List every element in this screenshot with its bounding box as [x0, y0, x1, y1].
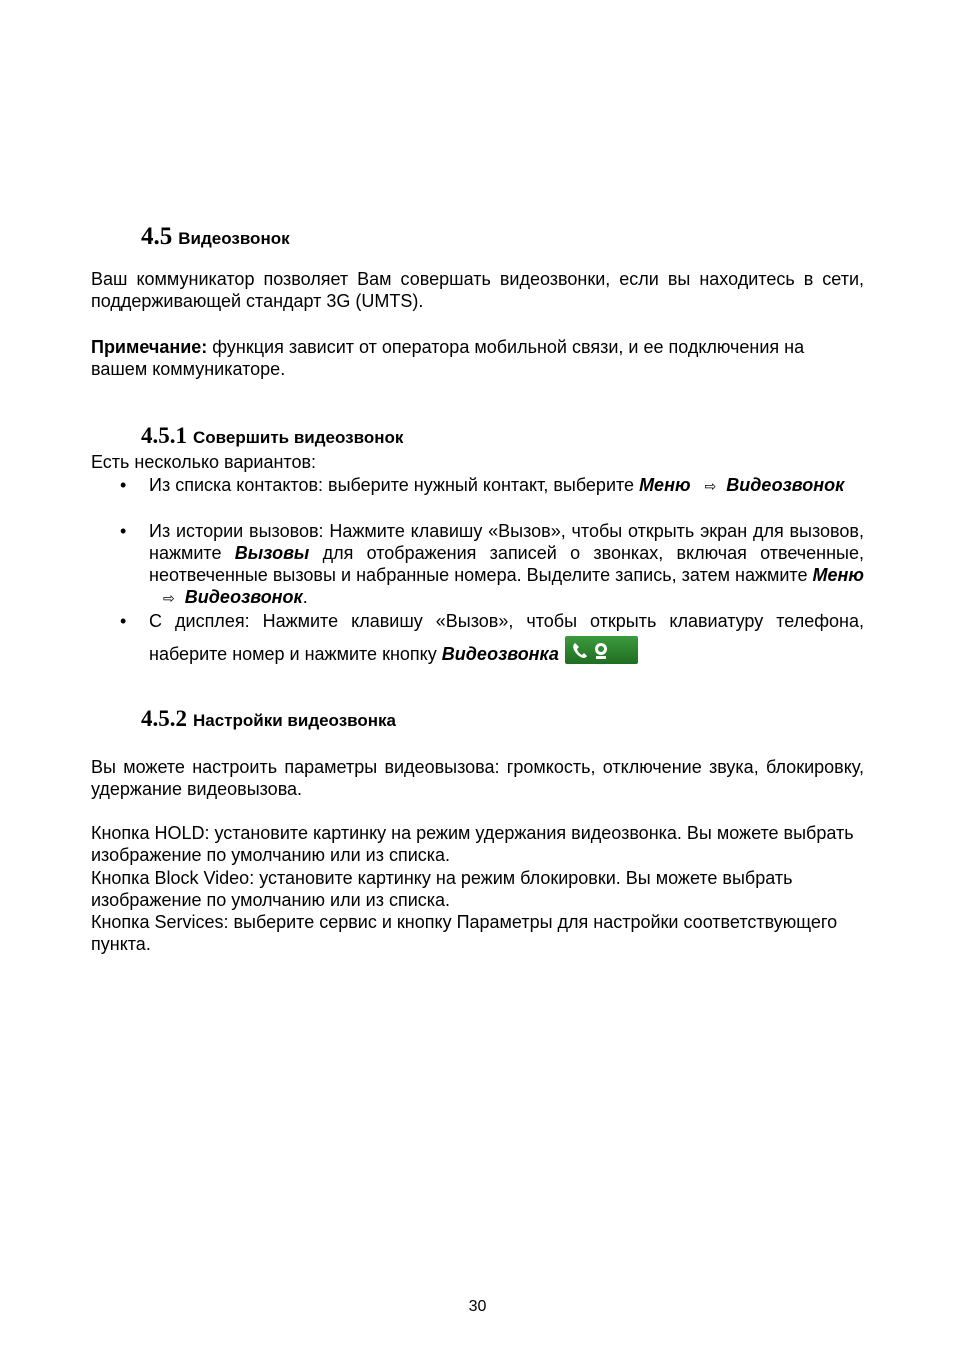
- settings-paragraph: Вы можете настроить параметры видеовызова: громкость, отключение звука, блокировку, удержание видеовызова.: [91, 757, 864, 799]
- item-text: для отображения записей о звонках, включая отвеченные, неотвеченные вызовы и набранные номера. Выделите запись, затем нажмите: [149, 543, 864, 585]
- menu-label: Меню: [639, 475, 691, 495]
- section-title: Видеозвонок: [178, 229, 290, 248]
- section-number: 4.5.1: [141, 423, 187, 448]
- section-title: Совершить видеозвонок: [193, 428, 404, 447]
- video-call-button-icon: [565, 636, 638, 664]
- calls-label: Вызовы: [234, 543, 310, 563]
- bullet-icon: •: [120, 521, 127, 541]
- bullet-icon: •: [120, 611, 127, 631]
- hold-button-paragraph: Кнопка HOLD: установите картинку на режим удержания видеозвонка. Вы можете выбрать изображение по умолчанию или из списка.: [91, 823, 854, 865]
- video-call-label: Видеозвонок: [184, 587, 303, 607]
- item-text: Из списка контактов: выберите нужный контакт, выберите: [149, 475, 640, 495]
- list-item-text: [149, 474, 864, 497]
- note-text: функция зависит от оператора мобильной связи, и ее подключения на вашем коммуникаторе.: [91, 337, 805, 379]
- section-heading-4-5: [141, 223, 290, 250]
- note-label: Примечание:: [91, 337, 208, 357]
- page-number: 30: [468, 1298, 487, 1315]
- section-title: Настройки видеозвонка: [193, 711, 397, 730]
- arrow-right-icon: ⇨: [163, 590, 175, 606]
- section-number: 4.5: [141, 223, 173, 250]
- menu-label: Меню: [812, 565, 864, 585]
- item-text: С дисплея: Нажмите клавишу «Вызов», чтобы открыть клавиатуру телефона, наберите номер и нажмите кнопку: [149, 611, 864, 664]
- video-call-label: Видеозвонок: [726, 475, 845, 495]
- block-video-paragraph: Кнопка Block Video: установите картинку на режим блокировки. Вы можете выбрать изображение по умолчанию или из списка.: [91, 868, 793, 910]
- section-heading-4-5-1: [141, 425, 403, 449]
- item-text: Из истории вызовов: Нажмите клавишу «Вызов», чтобы открыть экран для вызовов, нажмите: [149, 521, 864, 563]
- video-call-label: Видеозвонка: [441, 644, 559, 664]
- section-heading-4-5-2: [141, 708, 396, 732]
- options-lead: Есть несколько вариантов:: [91, 452, 317, 472]
- bullet-icon: •: [120, 475, 127, 495]
- list-item-text: [149, 520, 864, 609]
- item-text: .: [302, 587, 308, 607]
- section-number: 4.5.2: [141, 706, 187, 731]
- arrow-right-icon: ⇨: [704, 478, 717, 494]
- list-item-text: [149, 606, 864, 669]
- services-paragraph: Кнопка Services: выберите сервис и кнопку Параметры для настройки соответствующего пункта.: [91, 912, 838, 954]
- intro-paragraph: Ваш коммуникатор позволяет Вам совершать видеозвонки, если вы находитесь в сети, поддерживающей стандарт 3G (UMTS).: [91, 269, 864, 311]
- note-paragraph: [91, 336, 864, 380]
